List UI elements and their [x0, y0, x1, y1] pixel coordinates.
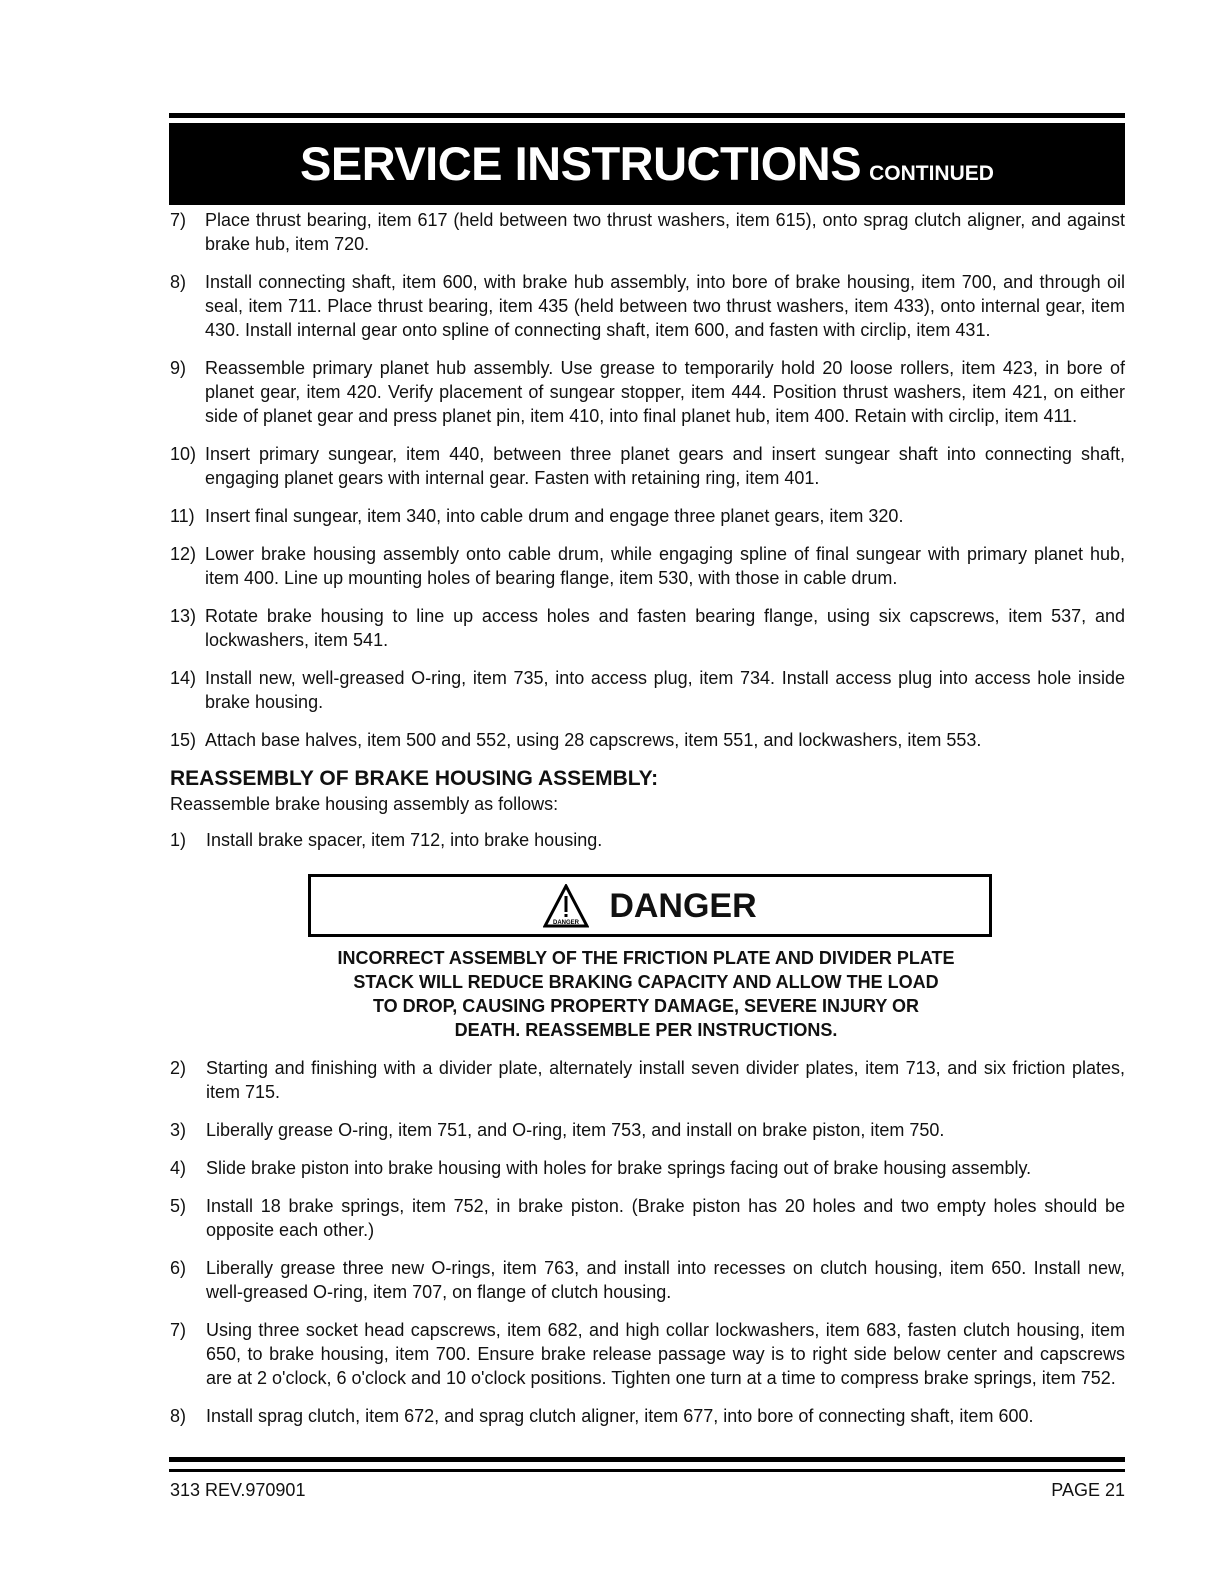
section-intro: Reassemble brake housing assembly as follows: [170, 794, 559, 814]
step-text: Rotate brake housing to line up access holes and fasten bearing flange, using six capscrews, item 537, and lockwashers, item 541. [205, 606, 1125, 650]
step-text: Lower brake housing assembly onto cable drum, while engaging spline of final sungear with primary planet hub, item 400. Line up mounting holes of bearing flange, item 530, with those in cable drum. [205, 544, 1125, 588]
list-item [170, 1256, 1125, 1304]
page-title-suffix: CONTINUED [869, 162, 994, 185]
warning-triangle-icon [543, 884, 589, 928]
step-text: Reassemble primary planet hub assembly. Use grease to temporarily hold 20 loose rollers, item 423, in bore of planet gear, item 420. Verify placement of sungear stopper, item 444. Position thrust washers, item 421, on either side of planet gear and press planet pin, item 410, into final planet hub, item 400. Retain with circlip, item 411. [205, 358, 1125, 426]
step-text: Install new, well-greased O-ring, item 735, into access plug, item 734. Install access plug into access hole inside brake housing. [205, 668, 1125, 712]
svg-text:DANGER: DANGER [553, 919, 580, 926]
step-text: Using three socket head capscrews, item 682, and high collar lockwashers, item 683, fasten clutch housing, item 650, to brake housing, item 700. Ensure brake release passage way is to right side below center and capscrews are at 2 o'clock, 6 o'clock and 10 o'clock positions. Tighten one turn at a time to compress brake springs, item 752. [206, 1320, 1125, 1388]
section-heading: REASSEMBLY OF BRAKE HOUSING ASSEMBLY: [170, 767, 659, 790]
list-item [170, 504, 1125, 528]
content [170, 208, 1125, 1442]
list-item [170, 1118, 1125, 1142]
step-number: 9) [170, 358, 187, 378]
step-number: 13) [170, 606, 197, 626]
step-text: Place thrust bearing, item 617 (held between two thrust washers, item 615), onto sprag clutch aligner, and against brake hub, item 720. [205, 210, 1125, 254]
bottom-rule [169, 1457, 1125, 1462]
top-rule [169, 113, 1125, 118]
step-text: Starting and finishing with a divider plate, alternately install seven divider plates, item 713, and six friction plates, item 715. [206, 1058, 1125, 1102]
step-number: 12) [170, 544, 197, 564]
step-number: 10) [170, 444, 197, 464]
step-text: Install 18 brake springs, item 752, in brake piston. (Brake piston has 20 holes and two empty holes should be opposite each other.) [206, 1196, 1125, 1240]
danger-message [146, 946, 1146, 1042]
step-number: 6) [170, 1258, 187, 1278]
step-number: 7) [170, 1320, 187, 1340]
document-revision: 313 REV.970901 [170, 1480, 306, 1500]
step-text: Liberally grease three new O-rings, item 763, and install into recesses on clutch housing, item 650. Install new, well-greased O-ring, item 707, on flange of clutch housing. [206, 1258, 1125, 1302]
list-item [170, 1056, 1125, 1104]
step-text: Liberally grease O-ring, item 751, and O-ring, item 753, and install on brake piston, item 750. [206, 1120, 945, 1140]
step-text: Install brake spacer, item 712, into brake housing. [206, 830, 603, 850]
step-number: 4) [170, 1158, 187, 1178]
step-number: 1) [170, 830, 187, 850]
list-item [170, 1156, 1125, 1180]
page-number: PAGE 21 [1051, 1480, 1125, 1500]
step-number: 2) [170, 1058, 187, 1078]
danger-line: INCORRECT ASSEMBLY OF THE FRICTION PLATE AND DIVIDER PLATE [337, 948, 955, 968]
list-item [170, 728, 1125, 752]
list-item [170, 1318, 1125, 1390]
step-number: 14) [170, 668, 197, 688]
list-item [170, 604, 1125, 652]
danger-line: DEATH. REASSEMBLE PER INSTRUCTIONS. [454, 1020, 838, 1040]
list-item [170, 542, 1125, 590]
footer [170, 1480, 1125, 1501]
steps-list-a [170, 208, 1125, 752]
step-text: Insert final sungear, item 340, into cable drum and engage three planet gears, item 320. [205, 506, 904, 526]
list-item [170, 208, 1125, 256]
list-item [170, 1404, 1125, 1428]
step-text: Slide brake piston into brake housing with holes for brake springs facing out of brake housing assembly. [206, 1158, 1032, 1178]
step-number: 15) [170, 730, 197, 750]
step-text: Attach base halves, item 500 and 552, using 28 capscrews, item 551, and lockwashers, item 553. [205, 730, 982, 750]
step-number: 8) [170, 1406, 187, 1426]
list-item [170, 666, 1125, 714]
steps-list-b [170, 1056, 1125, 1428]
danger-box [308, 874, 992, 937]
step-text: Install sprag clutch, item 672, and sprag clutch aligner, item 677, into bore of connecting shaft, item 600. [206, 1406, 1034, 1426]
step-number: 3) [170, 1120, 187, 1140]
list-item [170, 270, 1125, 342]
step-number: 7) [170, 210, 187, 230]
list-item [170, 828, 1125, 852]
page-title: SERVICE INSTRUCTIONS [300, 137, 862, 190]
step-text: Insert primary sungear, item 440, between three planet gears and insert sungear shaft into connecting shaft, engaging planet gears with internal gear. Fasten with retaining ring, item 401. [205, 444, 1125, 488]
list-item [170, 1194, 1125, 1242]
step-number: 8) [170, 272, 187, 292]
list-item [170, 356, 1125, 428]
bottom-rule [169, 1469, 1125, 1472]
danger-line: TO DROP, CAUSING PROPERTY DAMAGE, SEVERE INJURY OR [372, 996, 920, 1016]
step-number: 5) [170, 1196, 187, 1216]
header-band [169, 123, 1125, 205]
step-text: Install connecting shaft, item 600, with brake hub assembly, into bore of brake housing, item 700, and through oil seal, item 711. Place thrust bearing, item 435 (held between two thrust washers, item 433), onto internal gear, item 430. Install internal gear onto spline of connecting shaft, item 600, and fasten with circlip, item 431. [205, 272, 1125, 340]
danger-line: STACK WILL REDUCE BRAKING CAPACITY AND ALLOW THE LOAD [353, 972, 939, 992]
danger-title: DANGER [609, 886, 757, 925]
list-item [170, 442, 1125, 490]
step-number: 11) [170, 506, 195, 526]
